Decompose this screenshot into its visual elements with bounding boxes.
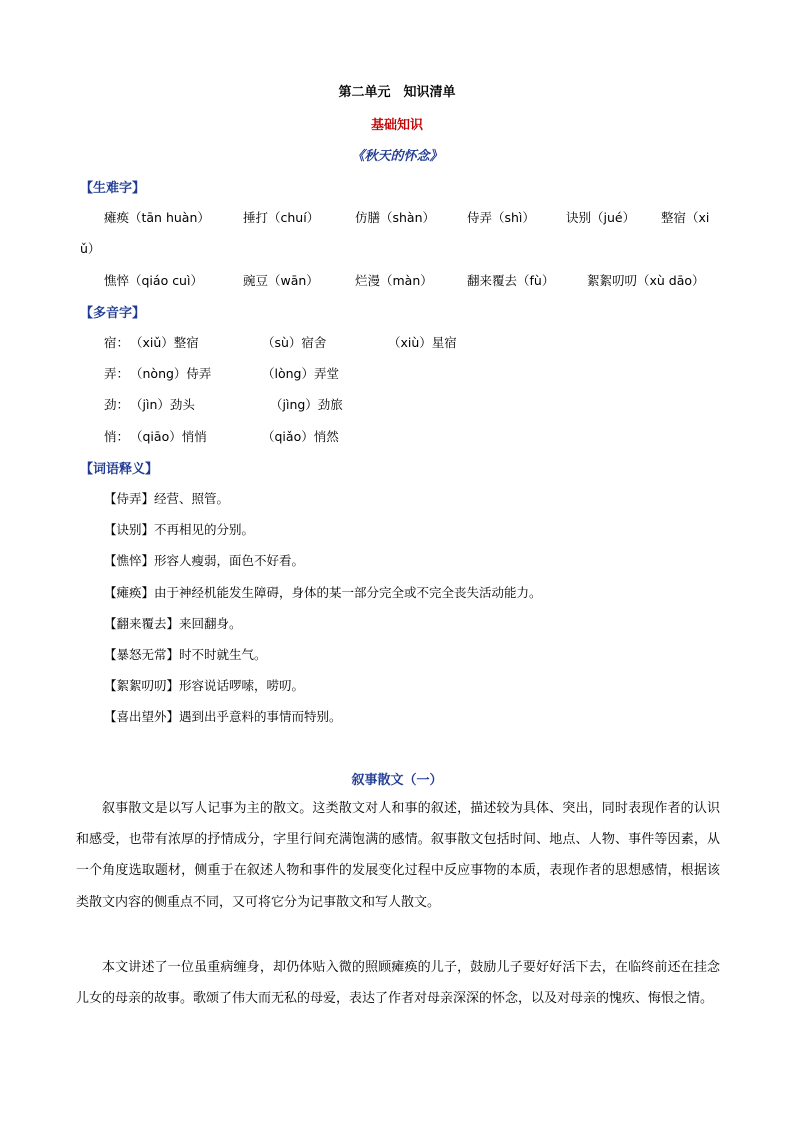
hard-char-item: 仿膳（shàn） <box>355 210 436 225</box>
polyphone-item: （jìng）劲旅 <box>270 397 343 412</box>
summary-paragraph: 本文讲述了一位虽重病缠身，却仍体贴入微的照顾瘫痪的儿子，鼓励儿子要好好活下去，在临终前还在挂念儿女的母亲的故事。歌颂了伟大而无私的母爱，表达了作者对母亲深深的怀念，以及对母亲的愧疚、悔恨之情。 <box>76 960 720 1007</box>
lesson-title: 《秋天的怀念》 <box>351 149 443 164</box>
section-heading-hard-chars: 【生难字】 <box>80 181 146 196</box>
polyphone-item: （lòng）弄堂 <box>262 366 339 381</box>
polyphone-char: 劲： <box>104 397 130 412</box>
hard-char-item: 絮絮叨叨（xù dāo） <box>587 273 705 288</box>
hard-char-item: 豌豆（wān） <box>243 273 319 288</box>
polyphone-item: （qiǎo）悄然 <box>262 429 339 444</box>
vocab-item: 【翻来覆去】来回翻身。 <box>104 616 242 631</box>
vocab-item: 【暴怒无常】时不时就生气。 <box>104 647 267 662</box>
polyphone-item: （xiù）星宿 <box>388 335 457 350</box>
section-heading-vocab: 【词语释义】 <box>80 462 159 477</box>
polyphone-item: （qiāo）悄悄 <box>130 429 207 444</box>
polyphone-char: 弄： <box>104 366 130 381</box>
hard-char-item: 诀别（jué） <box>566 210 636 225</box>
hard-char-item: 整宿（xi <box>661 210 710 225</box>
polyphone-item: （nòng）侍弄 <box>130 366 212 381</box>
vocab-item: 【憔悴】形容人瘦弱，面色不好看。 <box>104 553 305 568</box>
hard-char-item: 翻来覆去（fù） <box>467 273 555 288</box>
polyphone-item: （sù）宿舍 <box>262 335 327 350</box>
polyphone-char: 悄： <box>104 429 130 444</box>
polyphone-item: （jìn）劲头 <box>130 397 195 412</box>
polyphone-item: （xiǔ）整宿 <box>130 335 199 350</box>
page-title: 第二单元 知识清单 <box>338 85 456 100</box>
section-subtitle: 基础知识 <box>370 118 423 133</box>
vocab-item: 【诀别】不再相见的分别。 <box>104 522 255 537</box>
hard-char-wrap: ǔ） <box>80 241 101 256</box>
vocab-item: 【瘫痪】由于神经机能发生障碍，身体的某一部分完全或不完全丧失活动能力。 <box>104 585 542 600</box>
section-heading-polyphones: 【多音字】 <box>80 306 146 321</box>
vocab-item: 【侍弄】经营、照管。 <box>104 491 230 506</box>
hard-char-item: 侍弄（shì） <box>467 210 535 225</box>
vocab-item: 【喜出望外】遇到出乎意料的事情而特别。 <box>104 709 342 724</box>
hard-char-item: 憔悴（qiáo cuì） <box>104 273 203 288</box>
essay-paragraph: 叙事散文是以写人记事为主的散文。这类散文对人和事的叙述，描述较为具体、突出，同时表现作者的认识和感受，也带有浓厚的抒情成分，字里行间充满饱满的感情。叙事散文包括时间、地点、人物、事件等因素，从一个角度选取题材，侧重于在叙述人物和事件的发展变化过程中反应事物的本质，表现作者的思想感情，根据该类散文内容的侧重点不同，又可将它分为记事散文和写人散文。 <box>76 801 720 910</box>
hard-char-item: 烂漫（màn） <box>355 273 433 288</box>
polyphone-char: 宿： <box>104 335 130 350</box>
hard-char-item: 瘫痪（tān huàn） <box>104 210 210 225</box>
vocab-item: 【絮絮叨叨】形容说话啰嗦，唠叨。 <box>104 678 305 693</box>
hard-char-item: 捶打（chuí） <box>243 210 320 225</box>
essay-heading: 叙事散文（一） <box>351 773 443 788</box>
